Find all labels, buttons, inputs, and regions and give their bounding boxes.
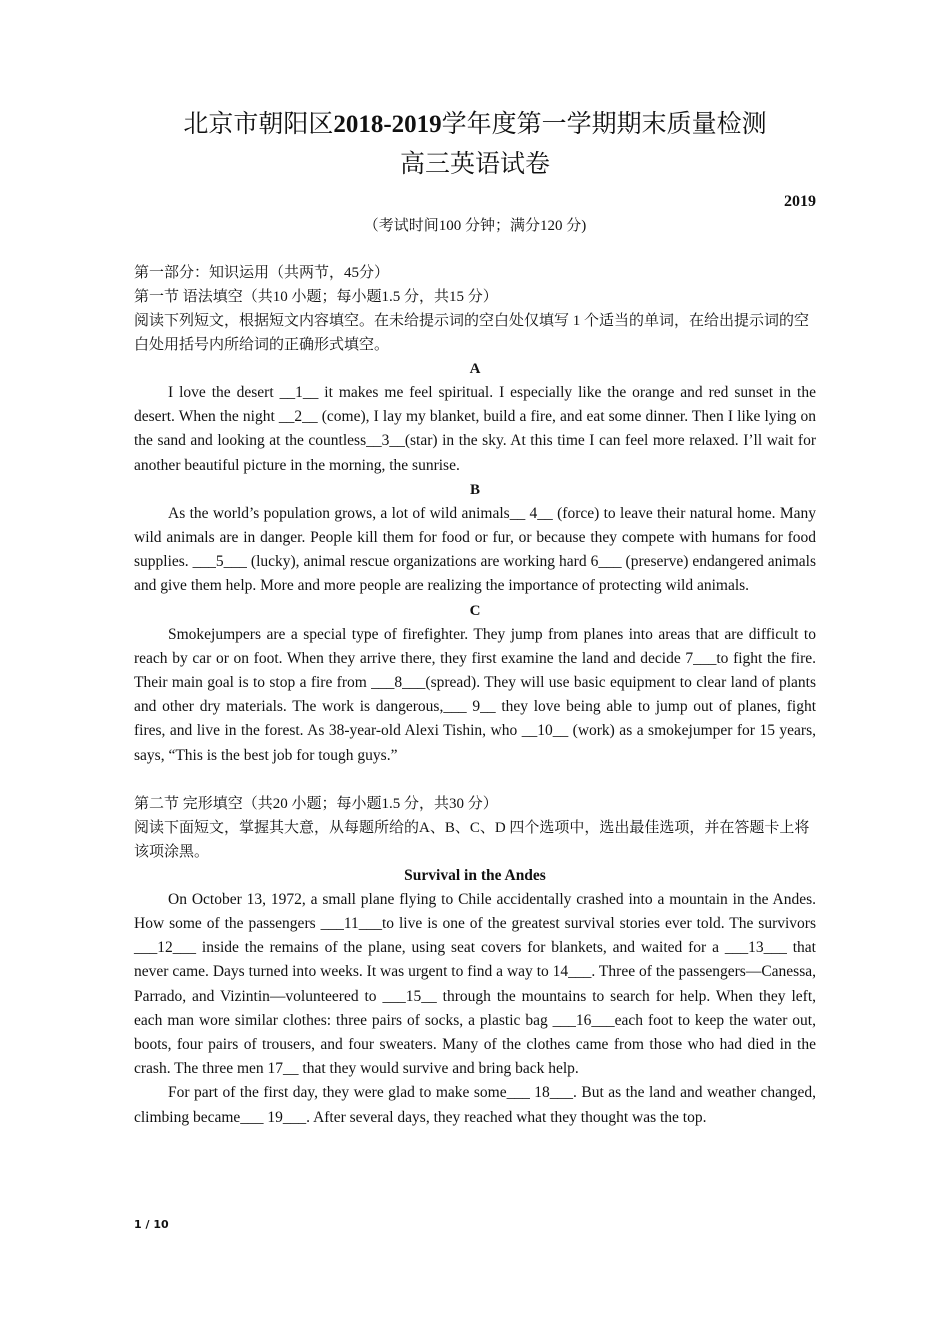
passage-b-letter: B xyxy=(469,481,480,498)
part1-heading: 第一部分：知识运用（共两节，45分） xyxy=(134,265,390,281)
passage-b-text: As the world’s population grows, a lot of wild animals__ 4__ (force) to leave their natural home. Many wild animals are in danger. People kill them for food or fur, or because they compete with humans for food supplies. ___5___ (lucky), animal rescue organizations are working hard 6___ (preserve) endangered animals and give them help. More and more people are realizing the importance of protecting wild animals. xyxy=(134,504,816,595)
exam-time-info: （考试时间100 分钟；满分120 分) xyxy=(363,218,587,234)
story-paragraph-2: For part of the first day, they were glad to make some___ 18___. But as the land and weather changed, climbing became___ 19___. After several days, they reached what they thought was the top. xyxy=(134,1084,816,1126)
section1-instructions: 阅读下列短文，根据短文内容填空。在未给提示词的空白处仅填写 1 个适当的单词，在给出提示词的空白处用括号内所给词的正确形式填空。 xyxy=(134,313,810,353)
title-part-b: 2018-2019 xyxy=(333,111,442,138)
story-paragraph-1: On October 13, 1972, a small plane flying to Chile accidentally crashed into a mountain in the Andes. How some of the passengers ___11___to live is one of the greatest survival stories ever told. The survivors ___12___ inside the remains of the plane, using seat covers for blankets, and waited for a ___13___ that never came. Days turned into weeks. It was urgent to find a way to 14___. Three of the passengers—Canessa, Parrado, and Vizintin—volunteered to ___15__ through the mountains to search for help. When they left, each man wore similar clothes: three pairs of socks, a plastic bag ___16___each foot to keep the water out, boots, four pairs of trousers, and four sweaters. Many of the clothes came from those who had died in the crash. The three men 17__ that they would survive and bring back help. xyxy=(134,890,816,1078)
passage-a-letter: A xyxy=(469,361,481,377)
passage-a-text: I love the desert __1__ it makes me feel spiritual. I especially like the orange and red sunset in the desert. When the night __2__ (come), I lay my blanket, build a fire, and eat some dinner. Then I like lying on the sand and looking at the countless__3__(star) in the sky. At this time I can feel more relaxed. I’ll wait for another beautiful picture in the morning, the sunrise. xyxy=(134,384,816,474)
passage-c-text: Smokejumpers are a special type of firefighter. They jump from planes into areas that are difficult to reach by car or on foot. When they arrive there, they first examine the land and decide 7___to fight the fire. Their main goal is to stop a fire from ___8___(spread). They will use basic equipment to clear land of plants and other dry materials. The work is dangerous,___ 9__ they love being able to jump out of planes, fight fires, and live in the forest. As 38-year-old Alexi Tishin, who __10__ (work) as a smokejumper for 15 years, says, “This is the best job for tough guys.” xyxy=(134,625,816,764)
document-title-line1 xyxy=(134,108,816,142)
exam-year: 2019 xyxy=(784,193,816,210)
passage-c-letter: C xyxy=(469,602,481,619)
page-number: 1 / 10 xyxy=(134,1218,169,1231)
title-part-c: 学年度第一学期期末质量检测 xyxy=(441,111,767,138)
title-part-a: 北京市朝阳区 xyxy=(183,111,334,138)
section2-instructions: 阅读下面短文，掌握其大意，从每题所给的A、B、C、D 四个选项中，选出最佳选项，并在答题卡上将该项涂黑。 xyxy=(134,819,810,860)
section2-heading: 第二节 完形填空（共20 小题；每小题1.5 分，共30 分） xyxy=(134,795,498,812)
page-content xyxy=(134,108,816,1130)
section1-heading: 第一节 语法填空（共10 小题；每小题1.5 分，共15 分） xyxy=(134,289,498,305)
story-title: Survival in the Andes xyxy=(404,866,546,884)
document-title-line2: 高三英语试卷 xyxy=(399,151,550,178)
